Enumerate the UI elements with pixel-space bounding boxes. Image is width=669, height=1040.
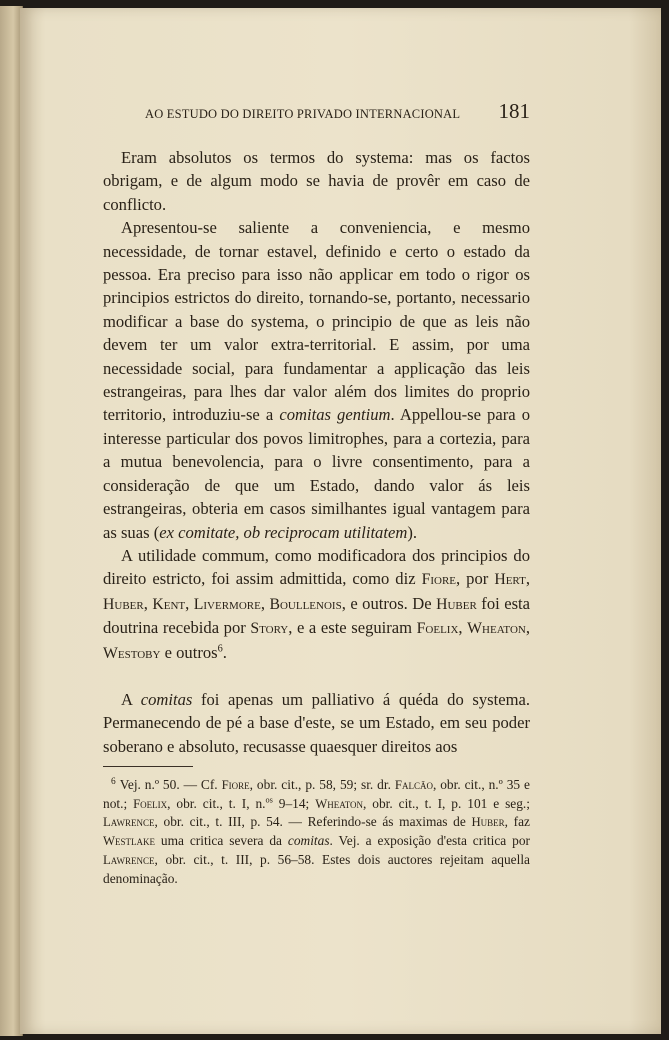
footnote-reference: 6 <box>217 643 223 654</box>
footnote-author-lawrence: Lawrence <box>103 815 155 830</box>
page-number: 181 <box>498 99 530 123</box>
paragraph-3-text-g: . <box>222 642 227 662</box>
author-hert: Hert <box>494 571 526 589</box>
author-kent: Kent <box>152 595 186 613</box>
paragraph-1 <box>103 146 530 216</box>
author-huber-2: Huber <box>436 595 477 613</box>
footnote-author-fiore: Fiore <box>221 778 250 792</box>
paragraph-1-text: Eram absolutos os termos do systema: mas os factos obrigam, e de algum modo se havia de provêr em caso de conflicto. <box>103 148 530 214</box>
footnote-text-10: . Vej. a exposição d'esta critica por <box>329 833 531 849</box>
footnote-text-11: , obr. cit., t. III, p. 56–58. Estes dois auctores rejeitam aquella denominação. <box>103 851 530 886</box>
latin-phrase: ex comitate, ob reciprocam utilitatem <box>159 522 408 542</box>
footnote-text-4: , obr. cit., t. I, n. <box>167 795 266 811</box>
author-westoby: Westoby <box>103 644 161 662</box>
footnote-text-5: 9–14; <box>272 795 316 811</box>
footnote-author-wheaton: Wheaton <box>315 796 364 811</box>
footnote-text-6: , obr. cit., t. I, p. 101 e seg.; <box>363 795 530 811</box>
paragraph-4 <box>103 688 530 758</box>
footnote-author-lawrence-2: Lawrence <box>103 852 155 867</box>
author-wheaton: Wheaton <box>467 620 526 638</box>
paragraph-3-text-d: foi esta doutrina recebida por <box>103 593 531 638</box>
author-foelix: Foelix <box>416 620 459 638</box>
main-text <box>103 146 530 758</box>
author-boullenois: Boullenois <box>269 595 342 613</box>
author-huber: Huber <box>103 595 144 613</box>
running-head: AO ESTUDO DO DIREITO PRIVADO INTERNACIONAL <box>145 107 461 121</box>
paragraph-3-text-c: , e outros. De <box>341 593 437 613</box>
paragraph-4-text-b: foi apenas um palliativo á quéda do systema. Permanecendo de pé a base d'este, se um Estado, em seu poder soberano e absoluto, recusasse quaesquer direitos aos <box>103 689 530 756</box>
footnote-author-falcao: Falcão <box>394 778 433 792</box>
author-fiore: Fiore <box>421 571 457 589</box>
paragraph-3-text-e: , e a este seguiram <box>288 618 417 638</box>
paragraph-2-text-a: Apresentou-se saliente a conveniencia, e mesmo necessidade, de tornar estavel, definido e certo o estado da pessoa. Era preciso para isso não applicar em todo o rigor os principios estrictos do direito, tornando-se, portanto, necessario modificar a base do systema, o principio de que as leis não devem ter um valor extra-territorial. E assim, por uma necessidade social, para fundamentar a applicação das leis estrangeiras, para lhes dar valor além dos limites do proprio territorio, introduziu-se a <box>103 218 530 425</box>
paragraph-3: A utilidade commum, como modificadora dos principios do direito estricto, foi assim admittida, como diz Fiore, por Hert, Huber, Kent, Livermore, Boullenois, e outros. De Huber foi esta doutrina recebida por Story, e a este seguiram Foelix, Wheaton, Westoby e outros$^6$. <box>103 545 531 662</box>
footnote-divider <box>103 766 193 767</box>
footnote-marker: 6 <box>111 776 116 787</box>
paragraph-2 <box>103 216 530 544</box>
footnote-author-westlake: Westlake <box>103 834 155 849</box>
paragraph-3-text-f: e outros <box>160 642 218 662</box>
footnote-text-3: , obr. cit., n.º 35 e not.; <box>103 777 530 811</box>
footnote-author-huber: Huber <box>471 815 505 830</box>
footnote-term-comitas: comitas <box>287 833 330 849</box>
footnote-author-foelix: Foelix <box>133 796 168 811</box>
footnote-superscript-os: os <box>265 795 273 805</box>
term-comitas: comitas <box>140 689 193 709</box>
paragraph-2-text-b: . Appellou-se para o interesse particular dos povos limitrophes, para a cortezia, para a mutua benevolencia, para o livre consentimento, para a consideração de que um Estado, dando valor ás leis estrangeiras, obteria em casos similhantes igual vantagem para as suas ( <box>103 405 531 542</box>
footnote-text-8: , faz <box>504 814 530 830</box>
footnote-text-7: , obr. cit., t. III, p. 54. — Referindo-se ás maximas de <box>154 814 472 830</box>
paragraph-2-text-c: ). <box>407 522 417 542</box>
term-comitas-gentium: comitas gentium <box>279 405 391 425</box>
footnote-text-2: , obr. cit., p. 58, 59; sr. dr. <box>249 777 395 792</box>
author-livermore: Livermore <box>193 595 261 613</box>
footnote-text-9: uma critica severa da <box>155 833 288 849</box>
paragraph-3-text-b: , por <box>456 569 495 589</box>
page-header <box>145 99 530 129</box>
footnote-text-1: Vej. n.º 50. — Cf. <box>119 777 222 792</box>
paragraph-3-text-a: A utilidade commum, como modificadora dos principios do direito estricto, foi assim admittida, como diz <box>103 545 530 589</box>
footnote <box>103 776 530 888</box>
author-story: Story <box>250 620 289 638</box>
paragraph-4-text-a: A <box>121 689 141 709</box>
